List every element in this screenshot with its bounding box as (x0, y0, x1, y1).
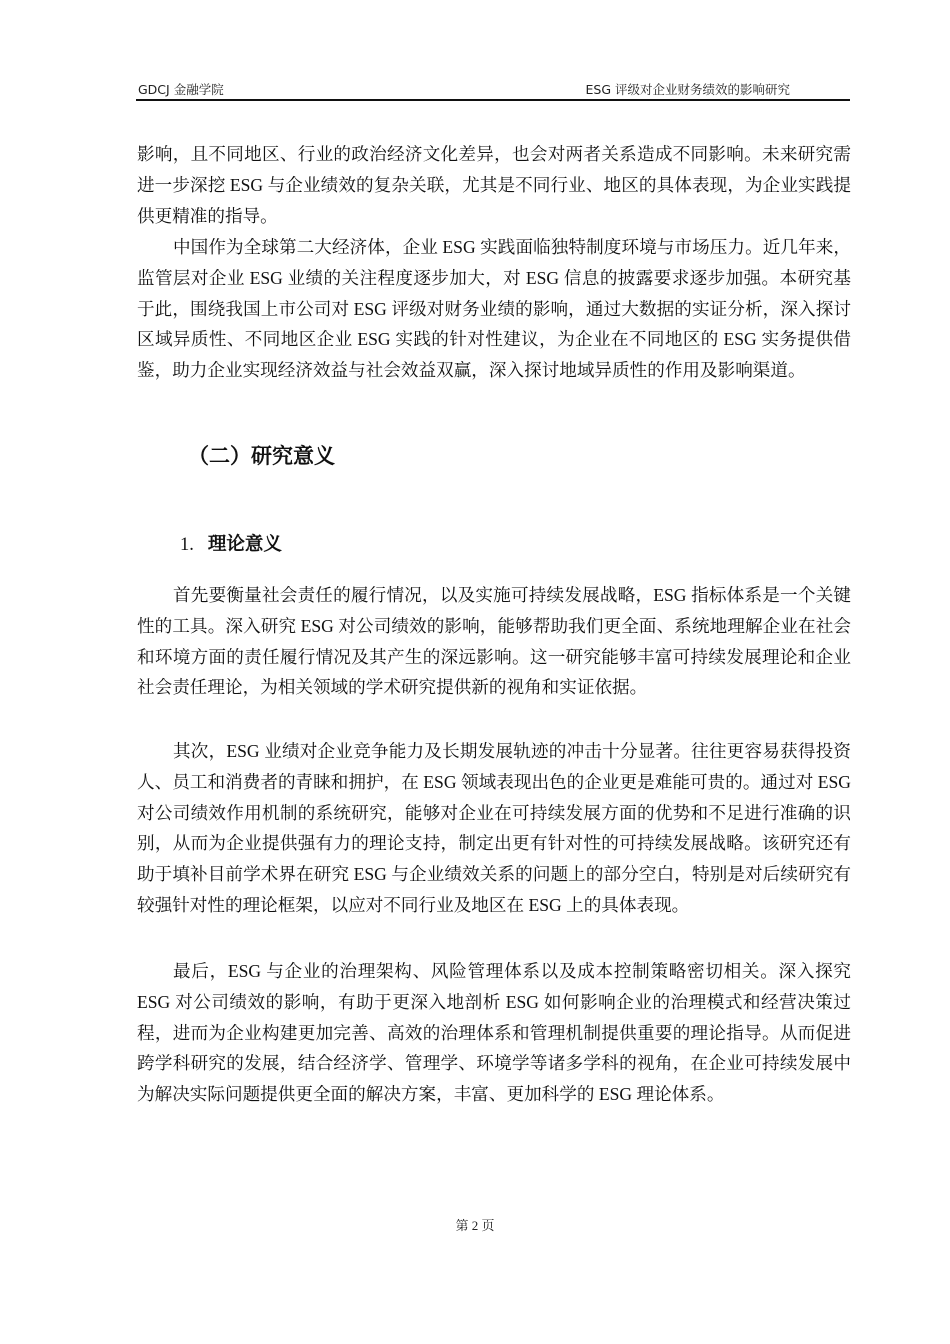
header-paper-title: ESG 评级对企业财务绩效的影响研究 (585, 82, 790, 97)
paragraph-second: 其次，ESG 业绩对企业竞争能力及长期发展轨迹的冲击十分显著。往往更容易获得投资人、员工和消费者的青睐和拥护，在 ESG 领域表现出色的企业更是难能可贵的。通过对 ESG 对公司绩效作用机制的系统研究，能够对企业在可持续发展方面的优势和不足进行准确的识别，从而为企业提供强有力的理论支持，制定出更有针对性的可持续发展战略。该研究还有助于填补目前学术界在研究 ESG 与企业绩效关系的问题上的部分空白，特别是对后续研究有较强针对性的理论框架，以应对不同行业及地区在 ESG 上的具体表现。 (137, 741, 851, 915)
subsection-number: 1. (180, 535, 194, 555)
section-heading: （二）研究意义 (188, 444, 335, 468)
subsection-heading (180, 530, 282, 556)
header-divider (136, 99, 850, 101)
subsection-title: 理论意义 (207, 534, 282, 555)
header-institution: GDCJ 金融学院 (138, 82, 224, 97)
page-number: 第 2 页 (455, 1218, 495, 1233)
paragraph-first: 首先要衡量社会责任的履行情况，以及实施可持续发展战略，ESG 指标体系是一个关键性的工具。深入研究 ESG 对公司绩效的影响，能够帮助我们更全面、系统地理解企业在社会和环境方面的责任履行情况及其产生的深远影响。这一研究能够丰富可持续发展理论和企业社会责任理论，为相关领域的学术研究提供新的视角和实证依据。 (137, 585, 851, 698)
paragraph-continuation: 影响，且不同地区、行业的政治经济文化差异，也会对两者关系造成不同影响。未来研究需进一步深挖 ESG 与企业绩效的复杂关联，尤其是不同行业、地区的具体表现，为企业实践提供更精准的指导。 (137, 144, 851, 226)
page-header (138, 76, 850, 100)
paragraph-third: 最后，ESG 与企业的治理架构、风险管理体系以及成本控制策略密切相关。深入探究 ESG 对公司绩效的影响，有助于更深入地剖析 ESG 如何影响企业的治理模式和经营决策过程，进而为企业构建更加完善、高效的治理体系和管理机制提供重要的理论指导。从而促进跨学科研究的发展，结合经济学、管理学、环境学等诸多学科的视角，在企业可持续发展中为解决实际问题提供更全面的解决方案，丰富、更加科学的 ESG 理论体系。 (137, 961, 851, 1105)
paragraph-china-context: 中国作为全球第二大经济体，企业 ESG 实践面临独特制度环境与市场压力。近几年来，监管层对企业 ESG 业绩的关注程度逐步加大，对 ESG 信息的披露要求逐步加强。本研究基于此，围绕我国上市公司对 ESG 评级对财务业绩的影响，通过大数据的实证分析，深入探讨区域异质性、不同地区企业 ESG 实践的针对性建议，为企业在不同地区的 ESG 实务提供借鉴，助力企业实现经济效益与社会效益双赢，深入探讨地域异质性的作用及影响渠道。 (137, 237, 851, 381)
